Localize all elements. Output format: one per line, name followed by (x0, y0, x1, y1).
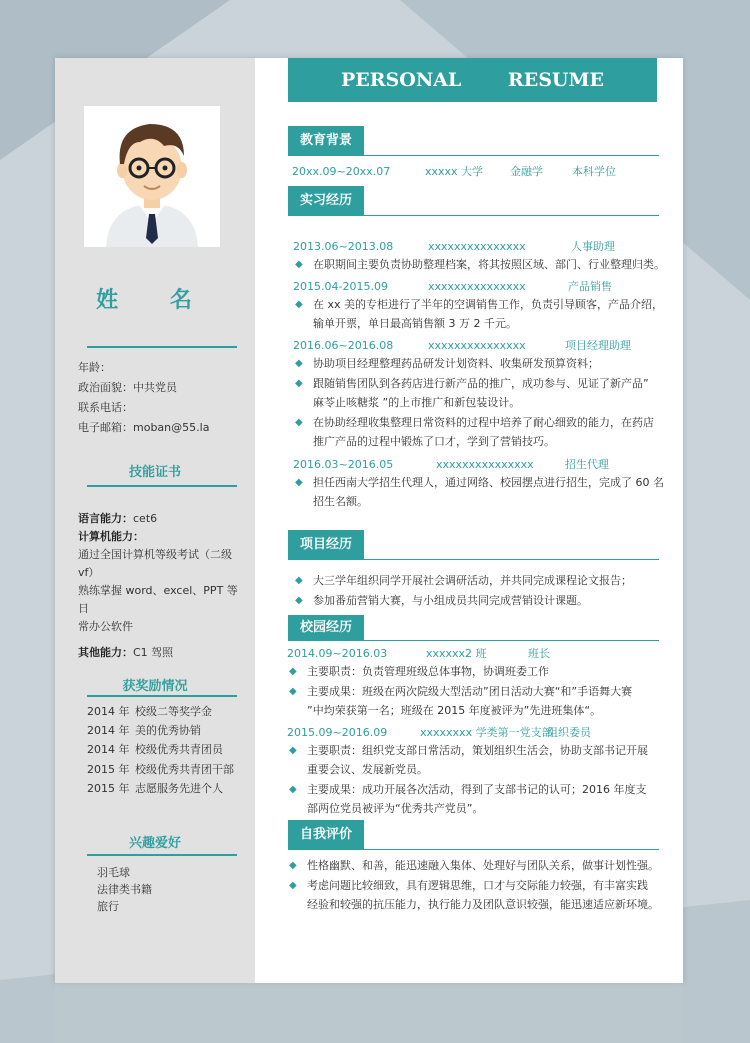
divider (288, 640, 659, 641)
hobbies-heading: 兴趣爱好 (128, 836, 181, 851)
projects-heading: 项目经历 (288, 530, 364, 560)
job-header: 2013.06~2013.08 xxxxxxxxxxxxxxx 人事助理 (293, 240, 615, 253)
internship-heading: 实习经历 (288, 186, 364, 216)
hobby-item: 法律类书籍 (97, 883, 152, 896)
bullet-item: ◆ 在协助经理收集整理日常资料的过程中培养了耐心细致的能力，在药店 推广产品的过程中锻炼了口才，学到了营销技巧。 (313, 413, 654, 451)
info-phone: 联系电话： (78, 401, 133, 414)
cartoon-avatar-icon (84, 106, 220, 247)
language-label: 语言能力： (78, 512, 133, 525)
skills-heading: 技能证书 (128, 465, 181, 480)
divider (288, 849, 659, 850)
bullet-item: ◆ 协助项目经理整理药品研发计划资料、收集研发预算资料； (313, 354, 599, 373)
bullet-item: ◆ 担任西南大学招生代理人，通过网络、校园摆点进行招生，完成了 60 名 招生名额。 (313, 473, 664, 511)
info-age: 年龄： (78, 361, 111, 374)
info-email: 电子邮箱：moban@55.la (78, 421, 210, 434)
sidebar (55, 58, 255, 983)
award-item: 2014 年 美的优秀协销 (87, 724, 201, 738)
divider (87, 346, 237, 348)
bullet-item: ◆ 性格幽默、和善，能迅速融入集体、处理好与团队关系，做事计划性强。 (307, 856, 659, 875)
personal-info (78, 358, 209, 438)
job-header: 2015.04-2015.09 xxxxxxxxxxxxxxx 产品销售 (293, 280, 612, 293)
campus-heading: 校园经历 (288, 615, 364, 641)
divider (288, 215, 659, 216)
bullet-item: ◆ 大三学年组织同学开展社会调研活动，并共同完成课程论文报告； (313, 571, 632, 590)
divider (288, 559, 659, 560)
award-item: 2015 年 校级优秀共青团干部 (87, 762, 234, 776)
info-political: 政治面貌：中共党员 (78, 381, 177, 394)
divider (87, 854, 237, 856)
computer-line: 熟练掌握 word、excel、PPT 等日 (78, 584, 238, 615)
education-row: 20xx.09~20xx.07 xxxxx 大学 金融学 本科学位 (292, 165, 616, 178)
computer-line: 常办公软件 (78, 620, 133, 633)
divider (87, 695, 237, 697)
other-value: C1 驾照 (133, 646, 174, 659)
awards-list (87, 702, 234, 798)
self-evaluation-heading: 自我评价 (288, 820, 364, 850)
bullet-item: ◆ 在职期间主要负责协助整理档案，将其按照区域、部门、行业整理归类。 (313, 255, 665, 274)
resume-title: PERSONAL RESUME (288, 58, 657, 102)
divider (288, 155, 659, 156)
bullet-item: ◆ 主要职责：组织党支部日常活动，策划组织生活会，协助支部书记开展 重要会议、发展新党员。 (307, 741, 648, 779)
education-heading: 教育背景 (288, 126, 364, 156)
awards-heading: 获奖励情况 (122, 679, 188, 694)
award-item: 2015 年 志愿服务先进个人 (87, 781, 223, 795)
other-label: 其他能力： (78, 646, 133, 659)
bullet-item: ◆ 主要职责：负责管理班级总体事物，协调班委工作 (307, 662, 549, 681)
bullet-item: ◆ 在 xx 美的专柜进行了半年的空调销售工作，负责引导顾客，产品介绍， 输单开票，单日最高销售额 3 万 2 千元。 (313, 295, 663, 333)
person-name: 姓 名 (96, 288, 214, 313)
language-value: cet6 (133, 512, 158, 525)
bullet-item: ◆ 主要成果：成功开展各次活动，得到了支部书记的认可；2016 年度支 部两位党员被评为“优秀共产党员”。 (307, 780, 647, 818)
resume-page (55, 58, 683, 983)
bullet-item: ◆ 参加番茄营销大赛，与小组成员共同完成营销设计课题。 (313, 591, 588, 610)
award-item: 2014 年 校级二等奖学金 (87, 705, 212, 718)
page-shadow (55, 983, 683, 1043)
skills-list (78, 510, 248, 662)
job-header: 2016.06~2016.08 xxxxxxxxxxxxxxx 项目经理助理 (293, 339, 631, 352)
bullet-item: ◆ 跟随销售团队到各药店进行新产品的推广，成功参与、见证了新产品” 麻苓止咳糖浆 ”的上市推广和新包装设计。 (313, 374, 649, 412)
campus-header: 2015.09~2016.09 xxxxxxxx 学类第一党支部组织委员 (287, 726, 591, 739)
divider (87, 485, 237, 487)
hobbies-list (97, 864, 152, 915)
job-header: 2016.03~2016.05 xxxxxxxxxxxxxxx 招生代理 (293, 458, 609, 471)
hobby-item: 羽毛球 (97, 866, 130, 879)
campus-header: 2014.09~2016.03 xxxxxx2 班 班长 (287, 647, 550, 660)
bullet-item: ◆ 考虑问题比较细致，具有逻辑思维，口才与交际能力较强，有丰富实践 经验和较强的抗压能力，执行能力及团队意识较强，能迅速适应新环境。 (307, 876, 659, 914)
computer-line: 通过全国计算机等级考试（二级 vf） (78, 548, 232, 579)
bullet-item: ◆ 主要成果：班级在两次院级大型活动”团日活动大赛“和”手语舞大赛 ”中均荣获第一名；班级在 2015 年度被评为”先进班集体“。 (307, 682, 632, 720)
computer-label: 计算机能力： (78, 530, 144, 543)
avatar (84, 106, 220, 247)
hobby-item: 旅行 (97, 900, 119, 913)
award-item: 2014 年 校级优秀共青团员 (87, 743, 223, 757)
